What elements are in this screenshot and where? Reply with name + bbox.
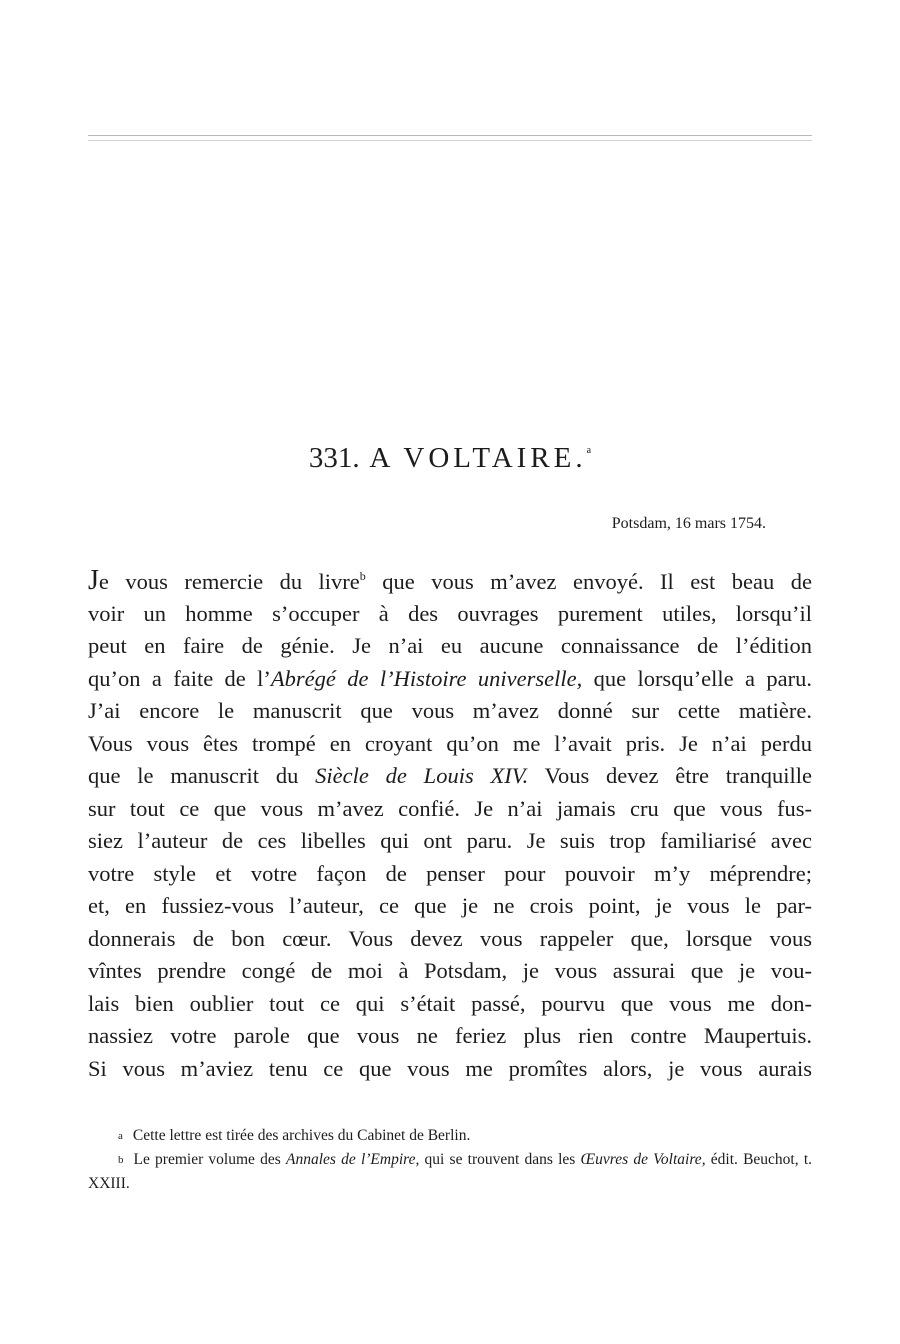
body-line: voir un homme s’occuper à des ouvrages purement utiles, lorsqu’il bbox=[88, 600, 812, 626]
body-line: donnerais de bon cœur. Vous devez vous rappeler que, lorsque vous bbox=[88, 925, 812, 951]
letter-body bbox=[88, 565, 812, 1085]
body-line: Si vous m’aviez tenu ce que vous me promîtes alors, je vous aurais bbox=[88, 1055, 812, 1081]
body-line: votre style et votre façon de penser pour pouvoir m’y méprendre; bbox=[88, 860, 812, 886]
book-title: Abrégé de l’Histoire universelle, bbox=[270, 665, 583, 691]
book-title: Siècle de Louis XIV. bbox=[315, 763, 529, 788]
body-line: Je vous remercie du livre$^b$ que vous m’avez envoyé. Il est beau de bbox=[88, 565, 812, 596]
body-line: qu’on a faite de l’Abrégé de l’Histoire universelle, que lorsqu’elle a paru. bbox=[88, 665, 812, 691]
body-line: et, en fussiez-vous l’auteur, ce que je ne crois point, je vous le par- bbox=[88, 893, 812, 918]
dateline: Potsdam, 16 mars 1754. bbox=[611, 515, 766, 532]
body-line: vîntes prendre congé de moi à Potsdam, je vous assurai que je vou- bbox=[88, 958, 812, 983]
footnote-a: a Cette lettre est tirée des archives du Cabinet de Berlin. bbox=[118, 1127, 471, 1144]
footnote-mark: b bbox=[118, 1154, 124, 1166]
header-rule-bottom bbox=[88, 140, 812, 141]
footnote-ref-b: b bbox=[359, 569, 366, 583]
header-rule-top bbox=[88, 135, 812, 136]
footnote-b: b Le premier volume des Annales de l’Empire, qui se trouvent dans les Œuvres de Voltaire, édit. Beuchot, t. XXIII. bbox=[88, 1151, 812, 1192]
body-line: siez l’auteur de ces libelles qui ont paru. Je suis trop familiarisé avec bbox=[88, 828, 812, 853]
body-line: Vous vous êtes trompé en croyant qu’on me l’avait pris. Je n’ai perdu bbox=[88, 730, 812, 756]
title-footnote-mark: a bbox=[586, 445, 592, 456]
body-line: J’ai encore le manuscrit que vous m’avez donné sur cette matière. bbox=[88, 698, 812, 723]
letter-number: 331. bbox=[308, 442, 360, 474]
body-line: que le manuscrit du Siècle de Louis XIV. Vous devez être tranquille bbox=[88, 763, 812, 788]
body-line: peut en faire de génie. Je n’ai eu aucune connaissance de l’édition bbox=[88, 633, 812, 658]
body-line: lais bien oublier tout ce qui s’était passé, pourvu que vous me don- bbox=[88, 990, 812, 1016]
initial-letter: J bbox=[88, 565, 99, 596]
body-line: sur tout ce que vous m’avez confié. Je n’ai jamais cru que vous fus- bbox=[88, 795, 812, 821]
footnote-mark: a bbox=[118, 1130, 123, 1142]
footnotes bbox=[88, 1124, 812, 1195]
body-line: nassiez votre parole que vous ne feriez plus rien contre Maupertuis. bbox=[88, 1023, 812, 1048]
letter-recipient: A VOLTAIRE. bbox=[369, 442, 587, 474]
letter-title bbox=[0, 442, 900, 475]
